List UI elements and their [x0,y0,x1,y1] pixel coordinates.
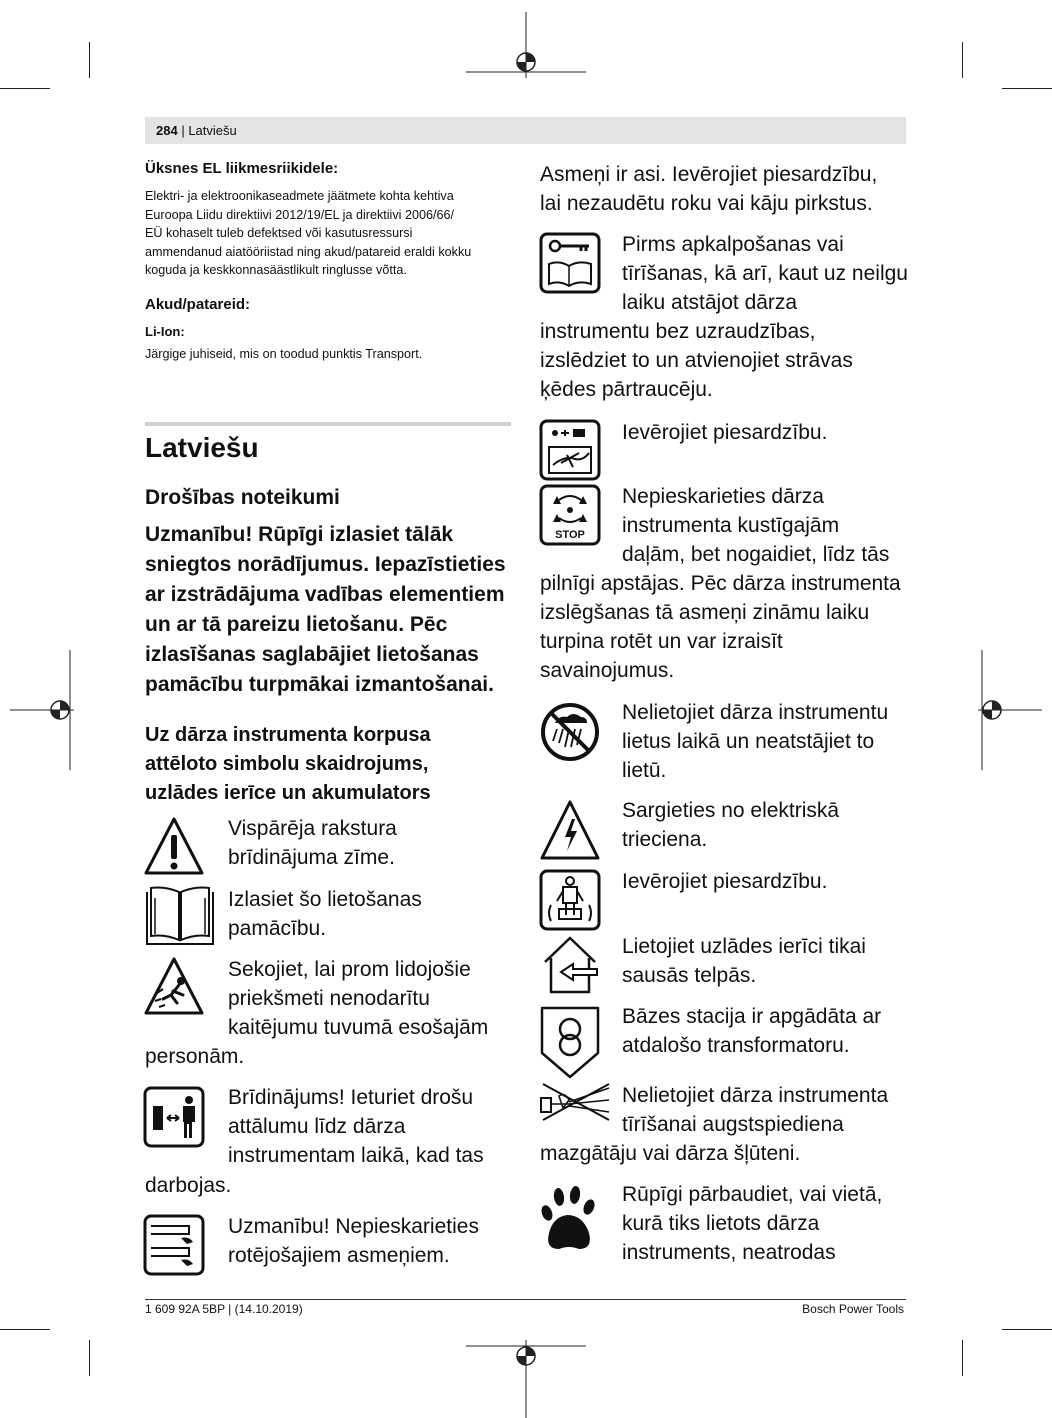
symbol-description-tail: darbojas. [145,1174,232,1197]
paw-icon [539,1183,601,1253]
symbols-title-line: uzlādes ierīce un akumulators [145,782,431,804]
footer-divider [145,1299,906,1300]
safety-title: Drošības noteikumi [145,486,340,509]
text-line: lai nezaudētu roku vai kāju pirkstus. [540,192,873,215]
eu-text-line: ammendanud aiatööriistad ning akud/patareid eraldi kokku [145,244,472,259]
eu-text-line: Elektri- ja elektroonikaseadmete jäätmete kohta kehtiva [145,189,454,203]
symbols-title-line: attēloto simbolu skaidrojums, [145,753,429,775]
no-pressure-washer-icon [539,1082,613,1122]
warning-triangle-icon [143,815,205,877]
symbol-description [622,1180,882,1267]
page-number: 284 [156,123,178,138]
symbol-description-tail: mazgātāju vai dārza šļūteni. [540,1142,801,1165]
symbol-description-tail [540,569,901,685]
text-line: instruments, neatrodas [622,1241,836,1264]
text-line: sausās telpās. [622,964,757,987]
text-line: instrumenta kustīgajām [622,514,840,537]
crop-mark [89,42,90,78]
symbol-description-tail: personām. [145,1045,245,1068]
warning-line: sniegtos norādījumus. Iepazīstieties [145,553,506,576]
crop-mark [0,88,50,89]
symbol-description [622,230,908,317]
safety-warning [145,520,515,700]
caution-person-icon [539,869,601,931]
electric-shock-icon [539,799,601,861]
text-line: trieciena. [622,828,708,851]
symbol-description [622,698,888,785]
text-line: instrumentam laikā, kad tas [228,1144,484,1167]
symbol-description [228,1083,484,1170]
symbol-description [622,482,889,569]
eu-text [145,187,471,280]
warning-line: un ar tā pareizu lietošanu. Pēc [145,613,448,636]
page-header: 284 | Latviešu [156,123,237,138]
eu-text-line: Euroopa Liidu direktiivi 2012/19/EL ja direktiivi 2006/66/ [145,207,454,222]
text-line: Rūpīgi pārbaudiet, vai vietā, [622,1183,883,1206]
crop-mark [0,1329,50,1330]
key-manual-icon [539,232,601,294]
text-line: pamācību. [228,917,327,940]
li-ion-text: Järgige juhiseid, mis on toodud punktis Transport. [145,347,423,361]
flying-objects-icon [143,955,205,1017]
registration-mark-icon [466,1340,586,1418]
symbol-description: Ievērojiet piesardzību. [622,421,828,444]
text-line: Brīdinājums! Ieturiet drošu [228,1086,474,1109]
text-line: laiku atstājot dārza [622,291,798,314]
crop-mark [962,42,963,78]
symbol-description: Ievērojiet piesardzību. [622,870,828,893]
text-line: lietū. [622,759,667,782]
text-line: attālumu līdz dārza [228,1115,406,1138]
registration-mark-icon [10,650,74,770]
text-line: Nelietojiet dārza instrumenta [622,1084,889,1107]
symbol-description [622,1002,881,1060]
text-line: pilnīgi apstājas. Pēc dārza instrumenta [540,572,901,595]
stop-rotation-icon [539,484,601,546]
safe-distance-icon [143,1086,205,1148]
crop-mark [89,1340,90,1376]
text-line: izslēgšanas tā asmeņi zināmu laiku [540,601,870,624]
text-line: Izlasiet šo lietošanas [228,888,422,911]
symbols-title-line: Uz dārza instrumenta korpusa [145,724,431,746]
eu-text-line: EÜ kohaselt tuleb defektsed või kasutusressursi [145,226,413,241]
warning-line: Uzmanību! Rūpīgi izlasiet tālāk [145,523,454,546]
symbol-description [622,796,839,854]
header-bar [145,117,906,144]
text-line: Pirms apkalpošanas vai [622,233,844,256]
crop-mark [962,1340,963,1376]
text-line: lietus laikā un neatstājiet to [622,730,875,753]
text-line: kaitējumu tuvumā esošajām [228,1016,489,1039]
batteries-heading: Akud/patareid: [145,296,251,313]
stop-label: STOP [555,529,585,541]
section-divider [145,422,511,426]
header-section: Latviešu [188,123,237,138]
text-line: Bāzes stacija ir apgādāta ar [622,1005,882,1028]
text-line: Sekojiet, lai prom lidojošie [228,958,471,981]
no-rain-icon [539,701,601,763]
text-line: daļām, bet nogaidiet, līdz tās [622,543,890,566]
warning-line: ar izstrādājuma vadības elementiem [145,583,505,606]
text-line: atdalošo transformatoru. [622,1034,850,1057]
symbols-title [145,721,505,808]
text-line: Asmeņi ir asi. Ievērojiet piesardzību, [540,163,878,186]
text-line: priekšmeti nenodarītu [228,987,430,1010]
warning-line: izlasīšanas saglabājiet lietošanas [145,643,479,666]
text-line: savainojumus. [540,659,675,682]
text-line: Vispārēja rakstura [228,817,397,840]
symbol-description [228,955,488,1042]
text-line: turpina rotēt un var izraisīt [540,630,783,653]
text-line: instrumentu bez uzraudzības, [540,320,816,343]
caution-tool-icon [539,419,601,481]
intro-text [540,160,877,218]
symbol-description [622,932,866,990]
text-line: ķēdes pārtraucēju. [540,378,713,401]
registration-mark-icon [466,12,586,78]
text-line: Uzmanību! Nepieskarieties [228,1215,479,1238]
footer-document-id: 1 609 92A 5BP | (14.10.2019) [145,1302,303,1316]
indoor-use-icon [539,934,601,996]
text-line: brīdinājuma zīme. [228,846,395,869]
eu-heading: Üksnes EL liikmesriikidele: [145,160,339,177]
rotating-blades-icon [143,1214,205,1276]
symbol-description [228,885,422,943]
symbol-description [622,1081,888,1139]
footer-brand: Bosch Power Tools [802,1302,904,1316]
symbol-description-tail [540,317,853,404]
eu-text-line: koguda ja keskkonnasäästlikult ringlusse võtta. [145,263,407,278]
text-line: izslēdziet to un atvienojiet strāvas [540,349,853,372]
text-line: Nelietojiet dārza instrumentu [622,701,889,724]
registration-mark-icon [978,650,1042,770]
language-title: Latviešu [145,432,259,463]
symbol-description [228,814,397,872]
li-ion-heading: Li-Ion: [145,324,185,339]
symbol-description [228,1212,479,1270]
warning-line: pamācību turpmākai izmantošanai. [145,673,494,696]
text-line: kurā tiks lietots dārza [622,1212,820,1235]
text-line: rotējošajiem asmeņiem. [228,1244,450,1267]
text-line: Sargieties no elektriskā [622,799,840,822]
transformer-icon [539,1005,601,1079]
text-line: tīrīšanai augstspiediena [622,1113,844,1136]
crop-mark [1002,1329,1052,1330]
crop-mark [1002,88,1052,89]
text-line: Lietojiet uzlādes ierīci tikai [622,935,866,958]
text-line: tīrīšanas, kā arī, kaut uz neilgu [622,262,908,285]
book-icon [143,884,217,946]
text-line: Nepieskarieties dārza [622,485,824,508]
